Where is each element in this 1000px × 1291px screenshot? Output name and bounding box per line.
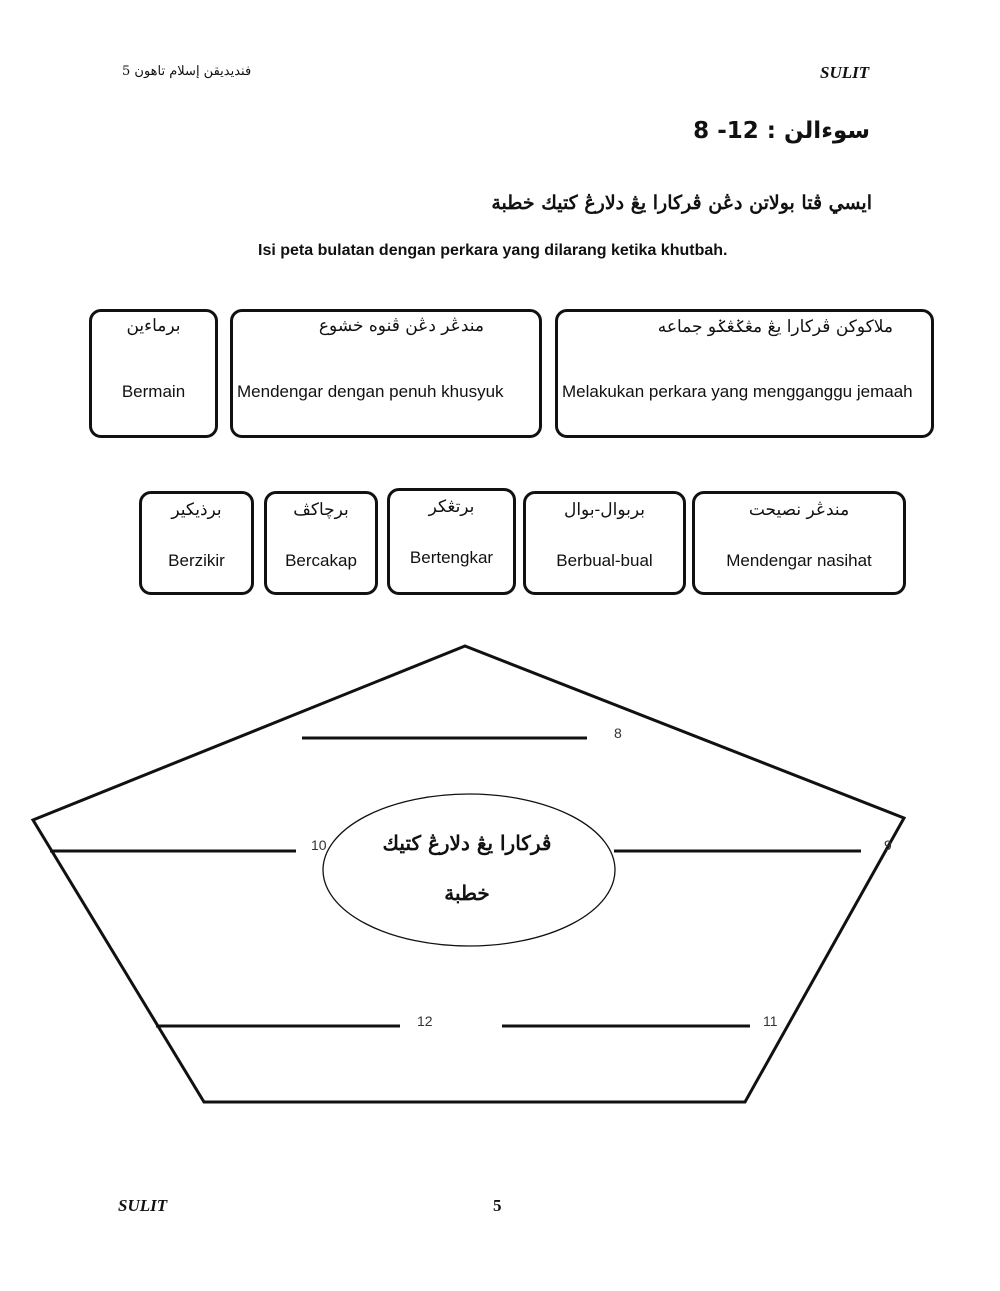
center-label-line1: ڤركارا يڠ دلارڠ كتيك xyxy=(382,831,552,855)
option-jawi: ملاكوكن ڤركارا يڠ مڠݢڠݢو جماعه xyxy=(657,317,893,337)
classification-header: SULIT xyxy=(820,63,870,82)
instruction-rumi: Isi peta bulatan dengan perkara yang dilarang ketika khutbah. xyxy=(258,242,728,259)
blank-number-11: 11 xyxy=(763,1013,778,1029)
question-number: سوءالن : 12- 8 xyxy=(693,118,870,144)
option-rumi: Mendengar nasihat xyxy=(726,551,872,570)
book-title: فنديديقن إسلام تاهون 5 xyxy=(122,64,252,79)
blank-number-12: 12 xyxy=(417,1013,433,1029)
pentagon-outline xyxy=(33,646,904,1102)
center-ellipse xyxy=(323,794,615,946)
option-jawi: مندڠر نصيحت xyxy=(748,500,850,520)
instruction-jawi: ايسي ڤتا بولاتن دڠن ڤركارا يڠ دلارڠ كتيك خطبة xyxy=(491,192,872,214)
classification-footer: SULIT xyxy=(118,1196,168,1215)
option-rumi: Bermain xyxy=(121,382,186,401)
option-jawi: برتڠكر xyxy=(428,497,475,517)
blank-number-10: 10 xyxy=(311,837,327,853)
blank-number-8: 8 xyxy=(614,725,622,741)
option-jawi: بربوال-بوال xyxy=(563,500,646,520)
option-rumi: Mendengar dengan penuh khusyuk xyxy=(237,382,504,401)
option-jawi: برذيكير xyxy=(171,500,222,520)
option-jawi: برچاكڤ xyxy=(293,500,349,520)
option-jawi: برماءين xyxy=(126,316,181,336)
center-label-line2: خطبة xyxy=(444,881,490,905)
option-rumi: Berzikir xyxy=(168,551,225,570)
option-rumi: Melakukan perkara yang mengganggu jemaah xyxy=(562,382,913,401)
blank-number-9: 9 xyxy=(884,837,892,853)
page-number: 5 xyxy=(493,1196,502,1215)
option-rumi: Bercakap xyxy=(285,551,357,570)
option-rumi: Bertengkar xyxy=(409,548,494,567)
option-jawi: مندڠر دڠن ڤنوه خشوع xyxy=(318,316,484,336)
option-rumi: Berbual-bual xyxy=(556,551,653,570)
